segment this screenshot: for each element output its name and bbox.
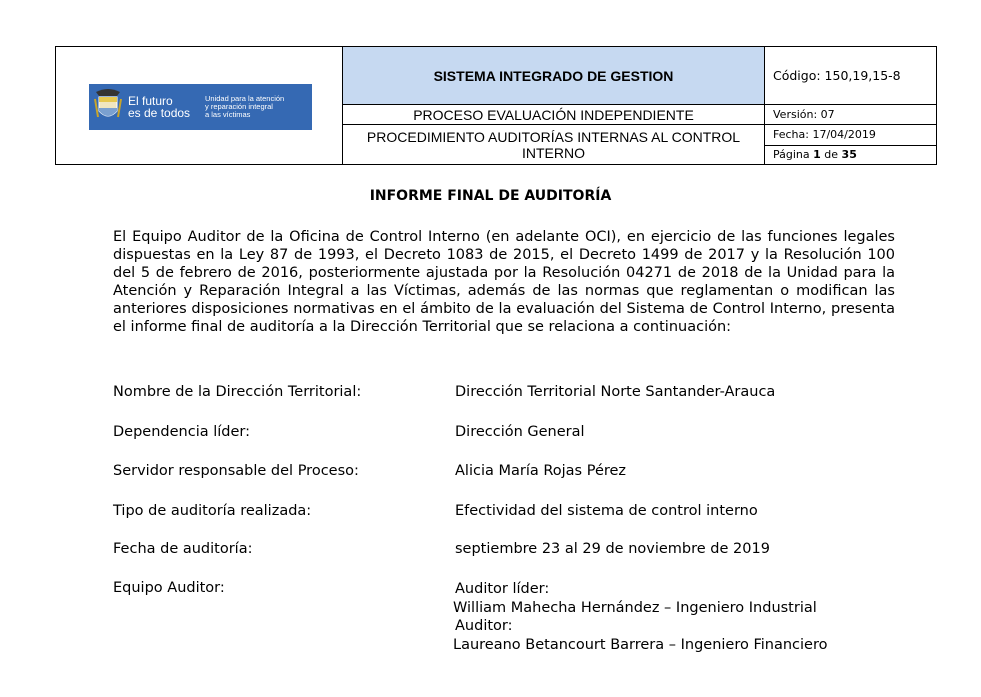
- lead-auditor-title: Auditor líder:: [455, 581, 550, 597]
- logo-slogan-line: es de todos: [128, 106, 191, 120]
- field-label-responsible-official: Servidor responsable del Proceso:: [113, 463, 359, 479]
- document-code: Código: 150,19,15-8: [765, 47, 937, 105]
- process-name: PROCESO EVALUACIÓN INDEPENDIENTE: [343, 105, 765, 125]
- lead-auditor-name: William Mahecha Hernández – Ingeniero Industrial: [453, 599, 817, 616]
- field-value-audit-type: Efectividad del sistema de control interno: [455, 503, 758, 519]
- page-current: 1: [813, 148, 821, 162]
- audit-team-list: [453, 580, 827, 654]
- logo-cell: [56, 47, 343, 165]
- page-separator: de: [820, 148, 842, 162]
- system-title: SISTEMA INTEGRADO DE GESTION: [343, 47, 765, 105]
- field-value-territorial-direction: Dirección Territorial Norte Santander-Arauca: [455, 384, 776, 400]
- logo-entity-line: Unidad para la atención: [205, 94, 285, 103]
- document-header-table: [55, 46, 937, 165]
- field-value-responsible-official: Alicia María Rojas Pérez: [455, 463, 627, 479]
- logo-entity-name: [205, 95, 284, 119]
- auditor-title: Auditor:: [455, 618, 513, 634]
- field-label-audit-date: Fecha de auditoría:: [113, 541, 253, 557]
- field-label-audit-type: Tipo de auditoría realizada:: [113, 503, 312, 519]
- auditor-name: Laureano Betancourt Barrera – Ingeniero Financiero: [453, 636, 828, 653]
- report-title: INFORME FINAL DE AUDITORÍA: [369, 188, 612, 204]
- document-version: Versión: 07: [765, 105, 937, 125]
- logo-entity-line: a las víctimas: [205, 110, 251, 119]
- field-label-audit-team: Equipo Auditor:: [113, 580, 225, 596]
- document-date: Fecha: 17/04/2019: [765, 125, 937, 146]
- page-prefix: Página: [773, 148, 814, 162]
- logo-entity-line: y reparación integral: [205, 102, 273, 111]
- procedure-name: PROCEDIMIENTO AUDITORÍAS INTERNAS AL CONTROL INTERNO: [343, 125, 765, 165]
- logo-slogan: [128, 95, 200, 119]
- field-label-lead-dependency: Dependencia líder:: [113, 424, 250, 440]
- page-total: 35: [841, 148, 857, 162]
- logo-slogan-line: El futuro: [128, 94, 173, 108]
- page-counter: [765, 145, 937, 165]
- field-value-lead-dependency: Dirección General: [455, 424, 585, 440]
- field-label-territorial-direction: Nombre de la Dirección Territorial:: [113, 384, 362, 400]
- intro-paragraph: El Equipo Auditor de la Oficina de Control Interno (en adelante OCI), en ejercicio de las funciones legales dispuestas en la Ley 87 de 1993, el Decreto 1083 de 2015, el Decreto 1499 de 2017 y la Resolución 100 del 5 de febrero de 2016, posteriormente ajustada por la Resolución 04271 de 2018 de la Unidad para la Atención y Reparación Integral a las Víctimas, además de las normas que reglamentan o modifican las anteriores disposiciones normativas en el ámbito de la evaluación del Sistema de Control Interno, presenta el informe final de auditoría a la Dirección Territorial que se relaciona a continuación:: [113, 229, 895, 335]
- institution-logo: [89, 84, 312, 130]
- coat-of-arms-icon: [93, 87, 123, 127]
- field-value-audit-date: septiembre 23 al 29 de noviembre de 2019: [455, 541, 770, 557]
